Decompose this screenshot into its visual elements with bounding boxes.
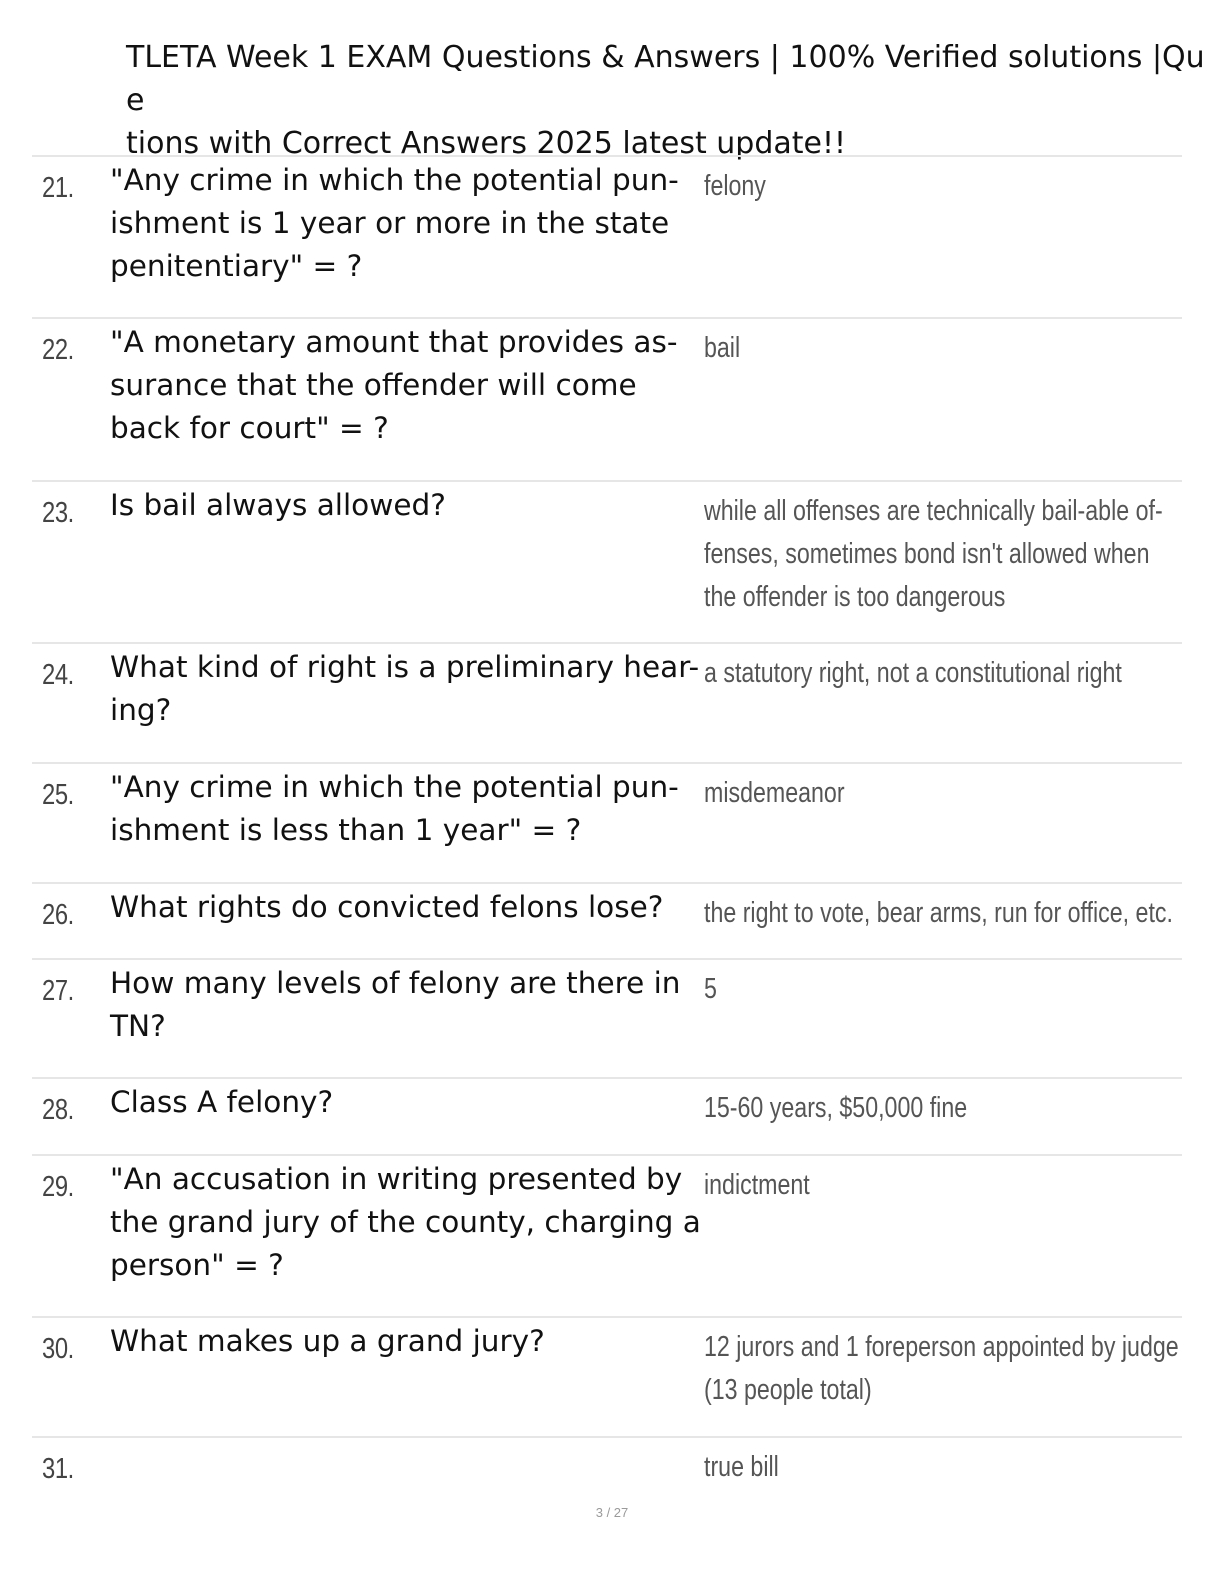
answer-text xyxy=(704,327,1168,370)
question-number: 26. xyxy=(42,899,74,931)
answer-text xyxy=(704,652,1168,695)
qa-row xyxy=(32,642,1182,762)
qa-row xyxy=(32,1436,1182,1558)
question-line: ing? xyxy=(110,693,172,727)
qa-row xyxy=(32,1316,1182,1436)
qa-row xyxy=(32,1154,1182,1316)
question-line: How many levels of felony are there in xyxy=(110,966,681,1000)
question-line: Class A felony? xyxy=(110,1085,334,1119)
question-number: 21. xyxy=(42,172,74,204)
page-number: 3 / 27 xyxy=(595,1505,629,1520)
qa-row xyxy=(32,958,1182,1077)
answer-line: the offender is too dangerous xyxy=(704,581,1006,613)
answer-line: indictment xyxy=(704,1169,810,1201)
question-line: "A monetary amount that provides as- xyxy=(110,325,678,359)
qa-row xyxy=(32,762,1182,882)
answer-line: 12 jurors and 1 foreperson appointed by judge xyxy=(704,1331,1179,1363)
page-title-line-1: TLETA Week 1 EXAM Questions & Answers | 100% Verified solutions |Que xyxy=(126,40,1205,118)
question-text xyxy=(110,886,710,929)
question-text xyxy=(110,1320,710,1363)
question-line: the grand jury of the county, charging a xyxy=(110,1205,701,1239)
answer-line: (13 people total) xyxy=(704,1374,872,1406)
question-text xyxy=(110,646,710,732)
question-line: surance that the offender will come xyxy=(110,368,637,402)
answer-line: a statutory right, not a constitutional right xyxy=(704,657,1122,689)
question-line: What kind of right is a preliminary hear- xyxy=(110,650,700,684)
answer-text xyxy=(704,490,1168,619)
question-text xyxy=(110,766,710,852)
qa-row xyxy=(32,317,1182,480)
question-line: ishment is 1 year or more in the state xyxy=(110,206,670,240)
question-text xyxy=(110,962,710,1048)
question-line: "Any crime in which the potential pun- xyxy=(110,770,679,804)
question-line: TN? xyxy=(110,1009,166,1043)
answer-line: 15-60 years, $50,000 fine xyxy=(704,1092,968,1124)
answer-line: misdemeanor xyxy=(704,777,845,809)
question-line: ishment is less than 1 year" = ? xyxy=(110,813,582,847)
answer-line: bail xyxy=(704,332,741,364)
question-number: 23. xyxy=(42,497,74,529)
qa-row xyxy=(32,155,1182,317)
question-line: Is bail always allowed? xyxy=(110,488,446,522)
question-number: 28. xyxy=(42,1094,74,1126)
question-line: "An accusation in writing presented by xyxy=(110,1162,683,1196)
answer-text xyxy=(704,892,1173,935)
question-number: 30. xyxy=(42,1333,74,1365)
question-line: penitentiary" = ? xyxy=(110,249,363,283)
question-line: What makes up a grand jury? xyxy=(110,1324,545,1358)
question-number: 29. xyxy=(42,1171,74,1203)
answer-text xyxy=(704,968,1168,1011)
answer-line: 5 xyxy=(704,973,717,1005)
question-number: 22. xyxy=(42,334,74,366)
question-text xyxy=(110,484,710,527)
question-text xyxy=(110,159,710,288)
question-line: What rights do convicted felons lose? xyxy=(110,890,664,924)
question-line: person" = ? xyxy=(110,1248,284,1282)
answer-line: felony xyxy=(704,170,766,202)
answer-text xyxy=(704,165,1168,208)
page-title-line-2: tions with Correct Answers 2025 latest update!! xyxy=(126,126,847,161)
answer-text xyxy=(704,1446,1168,1489)
qa-row xyxy=(32,1077,1182,1154)
answer-line: the right to vote, bear arms, run for office, etc. xyxy=(704,897,1173,929)
question-number: 24. xyxy=(42,659,74,691)
answer-line: true bill xyxy=(704,1451,779,1483)
page-title xyxy=(126,36,1221,165)
answer-text xyxy=(704,1164,1168,1207)
question-line: "Any crime in which the potential pun- xyxy=(110,163,679,197)
question-text xyxy=(110,321,710,450)
answer-text xyxy=(704,1087,1168,1130)
answer-text xyxy=(704,1326,1179,1412)
answer-line: fenses, sometimes bond isn't allowed when xyxy=(704,538,1150,570)
question-number: 31. xyxy=(42,1453,74,1485)
qa-row xyxy=(32,882,1182,958)
question-text xyxy=(110,1158,710,1287)
answer-text xyxy=(704,772,1168,815)
question-text xyxy=(110,1081,710,1124)
qa-table xyxy=(32,155,1182,1558)
qa-row xyxy=(32,480,1182,642)
question-line: back for court" = ? xyxy=(110,411,389,445)
answer-line: while all offenses are technically bail-able of- xyxy=(704,495,1163,527)
question-number: 25. xyxy=(42,779,74,811)
question-number: 27. xyxy=(42,975,74,1007)
